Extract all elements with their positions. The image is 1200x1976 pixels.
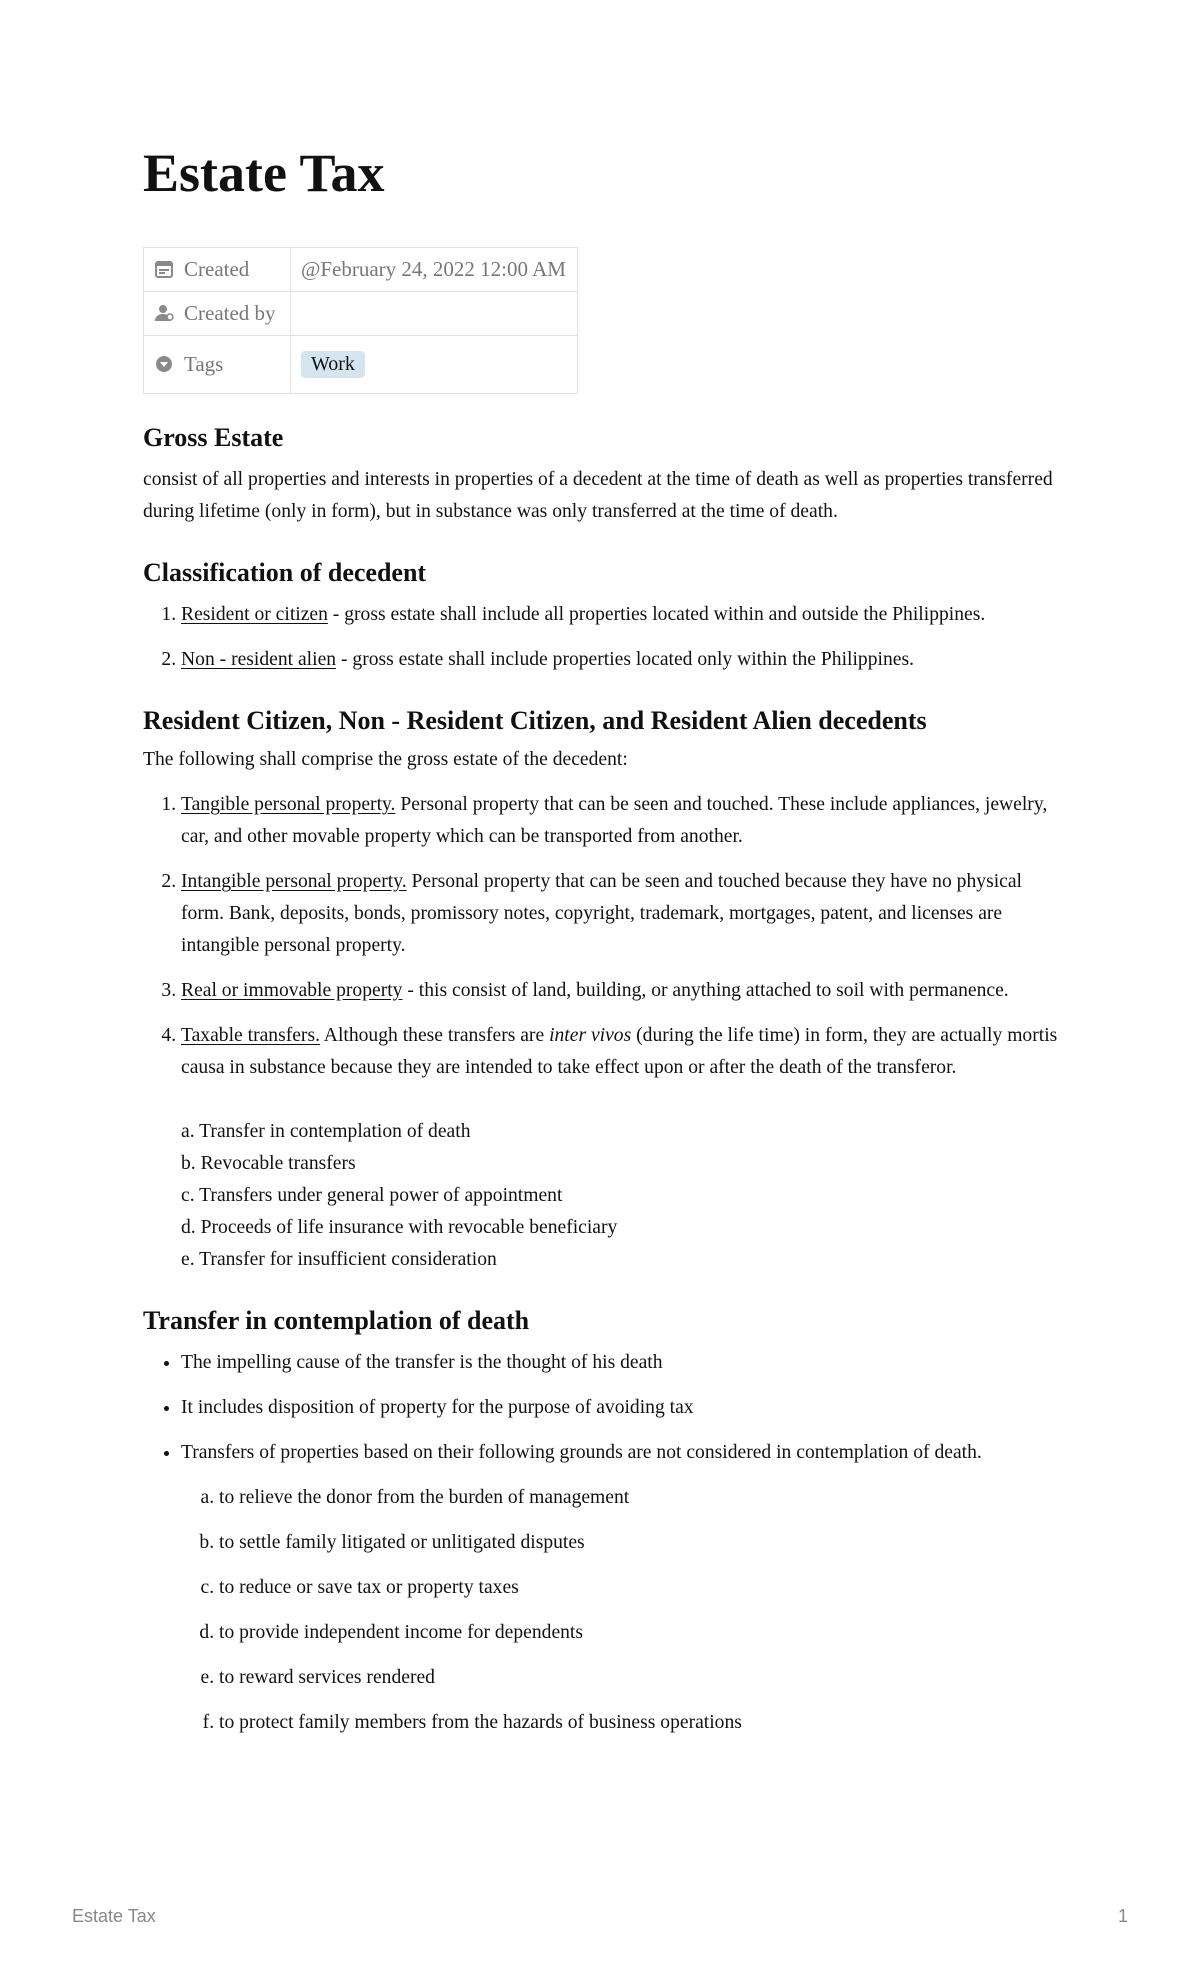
list-item: f. to protect family members from the hazards of business operations [219, 1707, 1068, 1739]
list-item: 3. Real or immovable property - this consist of land, building, or anything attached to soil with permanence. [181, 975, 1068, 1007]
list-item: • Transfers of properties based on their following grounds are not considered in contemplation of death. a. to relieve the donor from the burden of management b. to settle family litigated or unlitigated disputes c. to reduce or save tax or property taxes d. to provide independent income for dependents e. to reward services rendered f. to protect family members from the hazards of business operations [181, 1437, 1068, 1739]
subitem: e. Transfer for insufficient consideration [181, 1249, 497, 1270]
heading-contemplation: Transfer in contemplation of death [143, 1306, 530, 1335]
document-body [143, 418, 1068, 1739]
created-by-property [144, 292, 291, 336]
calendar-icon [154, 259, 174, 279]
created-property [144, 248, 291, 292]
contemplation-bullets [143, 1347, 1068, 1739]
created-label: Created [184, 257, 250, 281]
tags-property [144, 336, 291, 394]
heading-resident: Resident Citizen, Non - Resident Citizen, and Resident Alien decedents [143, 706, 927, 735]
item-term: Non - resident alien [181, 649, 337, 670]
page-number: 1 [1117, 1906, 1128, 1926]
list-item: • It includes disposition of property for the purpose of avoiding tax [181, 1392, 1068, 1424]
item-term: Resident or citizen [181, 604, 328, 625]
item-term: Taxable transfers. [181, 1025, 320, 1046]
footer-title: Estate Tax [72, 1906, 156, 1926]
person-icon [154, 303, 174, 323]
list-item: 4. Taxable transfers. Although these transfers are inter vivos (during the life time) in form, they are actually mortis causa in substance because they are intended to take effect upon or after the death of the transferor. a. Transfer in contemplation of death b. Revocable transfers c. Transfers under general power of appointment d. Proceeds of life insurance with revocable beneficiary e. Transfer for insufficient consideration [181, 1020, 1068, 1276]
tag-work[interactable]: Work [301, 351, 365, 378]
subitem: a. Transfer in contemplation of death [181, 1121, 471, 1142]
properties-table [143, 247, 578, 394]
gross-estate-text: consist of all properties and interests in properties of a decedent at the time of death as well as properties transferred during lifetime (only in form), but in substance was only transferred at the time of death. [143, 469, 1053, 522]
list-item: e. to reward services rendered [219, 1662, 1068, 1694]
list-item: c. to reduce or save tax or property taxes [219, 1572, 1068, 1604]
tags-value [291, 336, 578, 394]
classification-list [143, 599, 1068, 676]
grounds-list [181, 1482, 1068, 1739]
created-value[interactable]: @February 24, 2022 12:00 AM [291, 248, 578, 292]
subitem: b. Revocable transfers [181, 1153, 356, 1174]
heading-gross-estate: Gross Estate [143, 423, 284, 452]
subitem: d. Proceeds of life insurance with revocable beneficiary [181, 1217, 618, 1238]
tags-label: Tags [184, 352, 224, 376]
created-by-label: Created by [184, 301, 276, 325]
resident-list [143, 789, 1068, 1276]
item-term: Intangible personal property. [181, 871, 407, 892]
list-item: 1. Resident or citizen - gross estate shall include all properties located within and outside the Philippines. [181, 599, 1068, 631]
list-item: 2. Non - resident alien - gross estate shall include properties located only within the Philippines. [181, 644, 1068, 676]
list-item: 2. Intangible personal property. Personal property that can be seen and touched because they have no physical form. Bank, deposits, bonds, promissory notes, copyright, trademark, mortgages, patent, and licenses are intangible personal property. [181, 866, 1068, 962]
page-title: Estate Tax [143, 143, 385, 203]
list-item: d. to provide independent income for dependents [219, 1617, 1068, 1649]
page-footer [72, 1906, 1128, 1927]
item-term: Real or immovable property [181, 980, 403, 1001]
heading-classification: Classification of decedent [143, 558, 427, 587]
tag-dropdown-icon [154, 354, 174, 374]
subitem: c. Transfers under general power of appointment [181, 1185, 563, 1206]
list-item: a. to relieve the donor from the burden of management [219, 1482, 1068, 1514]
resident-intro: The following shall comprise the gross estate of the decedent: [143, 749, 628, 770]
list-item: 1. Tangible personal property. Personal property that can be seen and touched. These include appliances, jewelry, car, and other movable property which can be transported from another. [181, 789, 1068, 853]
created-by-value[interactable] [291, 292, 578, 336]
list-item: • The impelling cause of the transfer is the thought of his death [181, 1347, 1068, 1379]
list-item: b. to settle family litigated or unlitigated disputes [219, 1527, 1068, 1559]
taxable-subitems [181, 1116, 1068, 1276]
item-term: Tangible personal property. [181, 794, 396, 815]
